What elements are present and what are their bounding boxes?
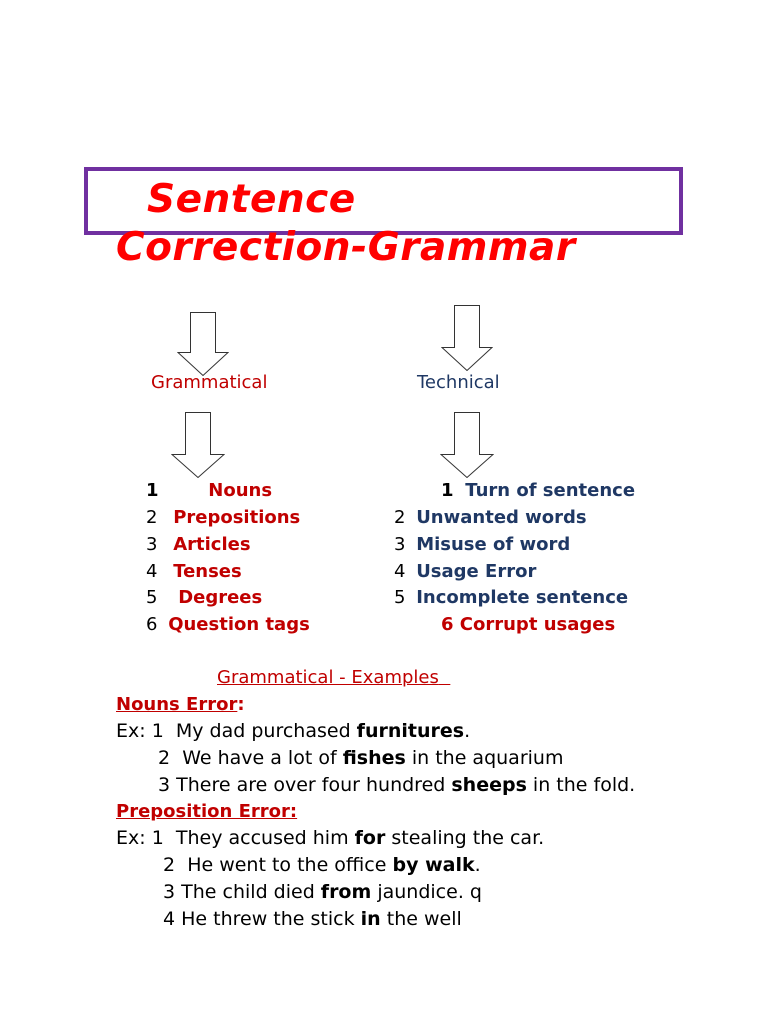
list-item [394, 534, 570, 556]
preposition-error-heading [116, 799, 297, 824]
category-grammatical: Grammatical [151, 372, 268, 393]
example-sentence: Ex: 1 My dad purchased furnitures. [116, 720, 471, 742]
list-label: Unwanted words [416, 507, 587, 528]
list-item [441, 614, 615, 636]
list-number: 2 [146, 507, 158, 528]
list-label: Prepositions [173, 507, 301, 528]
list-label: Degrees [178, 587, 263, 608]
list-number: 4 [394, 561, 406, 582]
list-label: Turn of sentence [465, 480, 636, 501]
list-item [394, 561, 536, 583]
page-title [116, 176, 576, 272]
title-line-1: Sentence [147, 177, 356, 222]
list-label: Question tags [168, 614, 310, 635]
example-sentence: Ex: 1 They accused him for stealing the car. [116, 827, 545, 849]
list-item [146, 614, 310, 636]
list-item [146, 587, 262, 609]
list-number: 5 [146, 587, 158, 608]
list-item [146, 507, 300, 529]
list-label: Articles [173, 534, 251, 555]
list-item [394, 507, 587, 529]
nouns-error-heading: Nouns Error: [116, 694, 245, 715]
down-arrow-icon [440, 412, 494, 478]
down-arrow-icon [171, 412, 225, 478]
list-label: 6 Corrupt usages [441, 614, 616, 635]
preposition-error-title: Preposition Error: [116, 801, 298, 822]
example-sentence: 3 The child died from jaundice. q [163, 881, 482, 903]
list-number: 3 [146, 534, 158, 555]
list-number: 6 [146, 614, 158, 635]
list-label: Usage Error [416, 561, 537, 582]
examples-heading: Grammatical - Examples [217, 667, 439, 688]
list-item [394, 587, 628, 609]
list-number: 4 [146, 561, 158, 582]
list-number: 1 [441, 480, 454, 501]
example-sentence: 2 We have a lot of fishes in the aquarium [158, 747, 564, 769]
list-label: Misuse of word [416, 534, 571, 555]
list-item [146, 480, 272, 502]
list-number: 5 [394, 587, 406, 608]
down-arrow-icon [177, 312, 229, 376]
category-technical: Technical [417, 372, 500, 393]
list-label: Nouns [208, 480, 273, 501]
list-item [146, 561, 242, 583]
nouns-error-title: Nouns Error [116, 694, 238, 715]
example-sentence: 3 There are over four hundred sheeps in the fold. [158, 774, 636, 796]
example-sentence: 2 He went to the office by walk. [163, 854, 481, 876]
list-number: 2 [394, 507, 406, 528]
list-label: Tenses [173, 561, 242, 582]
list-item [441, 480, 635, 502]
list-number: 3 [394, 534, 406, 555]
list-item [146, 534, 251, 556]
list-label: Incomplete sentence [416, 587, 629, 608]
down-arrow-icon [441, 305, 493, 371]
title-line-2: Correction-Grammar [116, 225, 576, 270]
list-number: 1 [146, 480, 159, 501]
example-sentence: 4 He threw the stick in the well [163, 908, 462, 930]
